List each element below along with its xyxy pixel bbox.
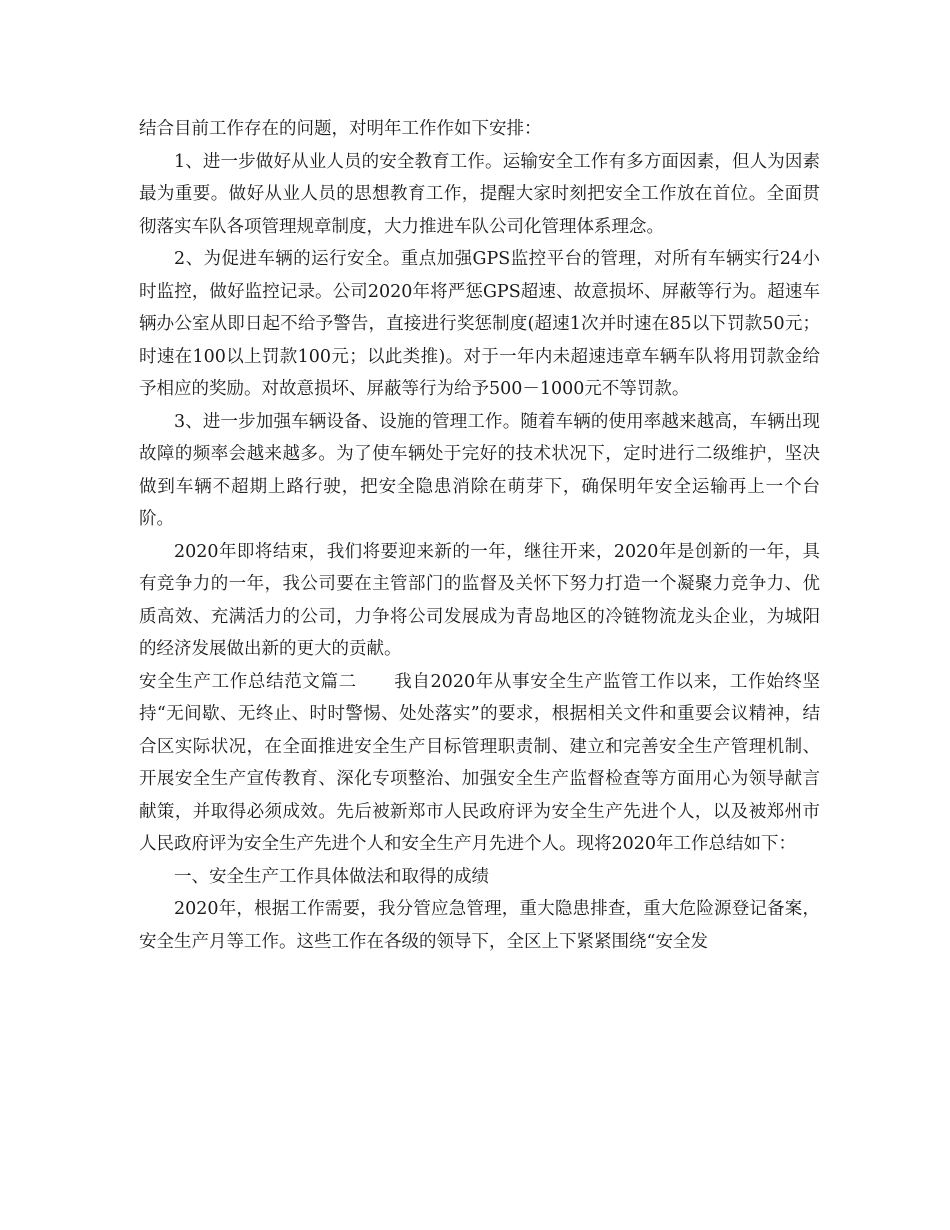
section-paragraph [139,666,820,861]
intro-paragraph: 结合目前工作存在的问题，对明年工作作如下安排： [139,119,542,139]
item-3-paragraph: 3、进一步加强车辆设备、设施的管理工作。随着车辆的使用率越来越高，车辆出现故障的频率会越来越多。为了使车辆处于完好的技术状况下，定时进行二级维护，坚决做到车辆不超期上路行驶，把安全隐患消除在萌芽下，确保明年安全运输再上一个台阶。 [139,411,820,529]
item-2-paragraph: 2、为促进车辆的运行安全。重点加强GPS监控平台的管理，对所有车辆实行24小时监控，做好监控记录。公司2020年将严惩GPS超速、故意损坏、屏蔽等行为。超速车辆办公室从即日起不给予警告，直接进行奖惩制度(超速1次并时速在85以下罚款50元；时速在100以上罚款100元；以此类推)。对于一年内未超速违章车辆车队将用罚款金给予相应的奖励。对故意损坏、屏蔽等行为给予500－1000元不等罚款。 [139,249,820,399]
document-page [139,113,820,958]
closing-paragraph: 2020年，根据工作需要，我分管应急管理，重大隐患排查，重大危险源登记备案，安全生产月等工作。这些工作在各级的领导下，全区上下紧紧围绕“安全发 [139,899,820,952]
section-title: 安全生产工作总结范文篇二 [139,671,357,692]
section-body: 我自2020年从事安全生产监管工作以来，工作始终坚持“无间歇、无终止、时时警惕、处处落实”的要求，根据相关文件和重要会议精神，结合区实际状况，在全面推进安全生产目标管理职责制、建立和完善安全生产管理机制、开展安全生产宣传教育、深化专项整治、加强安全生产监督检查等方面用心为领导献言献策，并取得必须成效。先后被新郑市人民政府评为安全生产先进个人，以及被郑州市人民政府评为安全生产先进个人和安全生产月先进个人。现将2020年工作总结如下： [139,671,820,854]
subheading: 一、安全生产工作具体做法和取得的成绩 [174,866,489,887]
item-1-paragraph: 1、进一步做好从业人员的安全教育工作。运输安全工作有多方面因素，但人为因素最为重要。做好从业人员的思想教育工作，提醒大家时刻把安全工作放在首位。全面贯彻落实车队各项管理规章制度，大力推进车队公司化管理体系理念。 [139,151,820,237]
outlook-paragraph: 2020年即将结束，我们将要迎来新的一年，继往开来，2020年是创新的一年，具有竞争力的一年，我公司要在主管部门的监督及关怀下努力打造一个凝聚力竞争力、优质高效、充满活力的公司，力争将公司发展成为青岛地区的冷链物流龙头企业，为城阳的经济发展做出新的更大的贡献。 [139,541,820,659]
